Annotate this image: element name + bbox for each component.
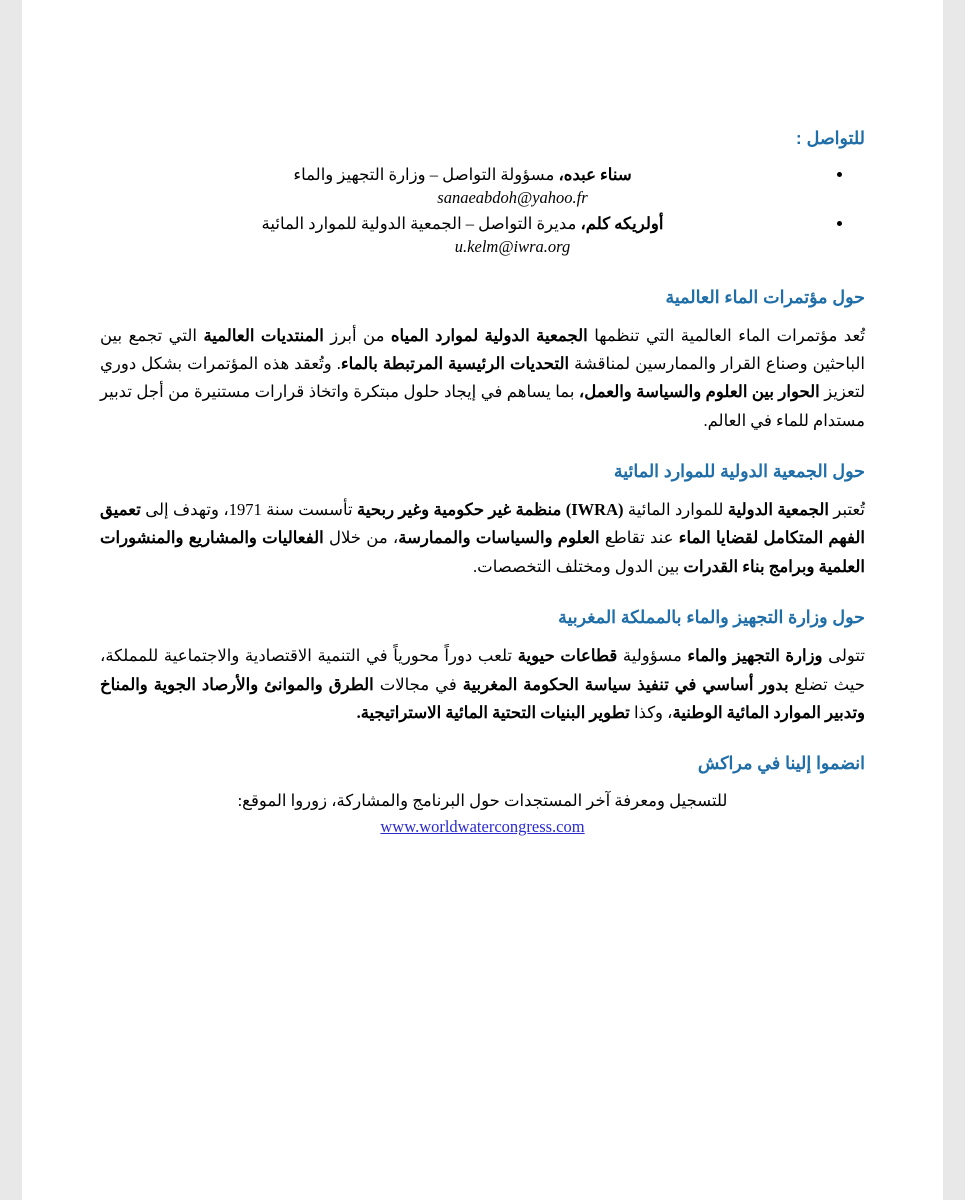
section-heading-world-water-congresses: حول مؤتمرات الماء العالمية: [665, 286, 865, 307]
section-paragraph-iwra: تُعتبر الجمعية الدولية للموارد المائية (IWRA) منظمة غير حكومية وغير ربحية تأسست سنة 1971، وتهدف إلى تعميق الفهم المتكامل لقضايا الماء عند تقاطع العلوم والسياسات والممارسة، من خلال الفعاليات والمشاريع والمنشورات العلمية وبرامج بناء القدرات بين الدول ومختلف التخصصات.: [100, 500, 865, 576]
contact-heading: للتواصل :: [795, 128, 865, 148]
page-margin-left: [0, 0, 22, 1200]
section-paragraph-world-water-congresses: تُعد مؤتمرات الماء العالمية التي تنظمها الجمعية الدولية لموارد المياه من أبرز المنتديات العالمية التي تجمع بين الباحثين وصناع القرار والممارسين لمناقشة التحديات الرئيسية المرتبطة بالماء. وتُعقد هذه المؤتمرات بشكل دوري لتعزيز الحوار بين العلوم والسياسة والعمل، بما يساهم في إيجاد حلول مبتكرة واتخاذ قرارات مستنيرة من أجل تدبير مستدام للماء في العالم.: [100, 325, 866, 430]
contact-name: سناء عبده،: [558, 165, 632, 184]
document-content: [100, 128, 865, 837]
contact-list-2: [100, 212, 865, 237]
contact-email[interactable]: sanaeabdoh@yahoo.fr: [437, 187, 588, 207]
contact-role: مديرة التواصل – الجمعية الدولية للموارد المائية: [261, 213, 581, 233]
join-note: للتسجيل ومعرفة آخر المستجدات حول البرنامج والمشاركة، زوروا الموقع:: [237, 791, 728, 811]
contact-email[interactable]: u.kelm@iwra.org: [454, 236, 571, 256]
contact-role: مسؤولة التواصل – وزارة التجهيز والماء: [293, 165, 559, 184]
congress-website-link[interactable]: www.worldwatercongress.com: [380, 816, 585, 836]
page-margin-right: [943, 0, 965, 1200]
document-page: [22, 0, 943, 1200]
section-paragraph-ministry: تتولى وزارة التجهيز والماء مسؤولية قطاعات حيوية تلعب دوراً محورياً في التنمية الاقتصادية والاجتماعية للمملكة، حيث تضلع بدور أساسي في تنفيذ سياسة الحكومة المغربية في مجالات الطرق والموانئ والأرصاد الجوية والمناخ وتدبير الموارد المائية الوطنية، وكذا تطوير البنيات التحتية المائية الاستراتيجية.: [100, 646, 865, 722]
section-heading-join-us: انضموا إلينا في مراكش: [697, 753, 865, 774]
list-item: [100, 163, 825, 188]
section-heading-ministry: حول وزارة التجهيز والماء بالمملكة المغربية: [558, 607, 865, 628]
list-item: [100, 212, 825, 237]
section-heading-iwra: حول الجمعية الدولية للموارد المائية: [613, 461, 865, 481]
contact-name: أولريكه كلم،: [580, 213, 664, 233]
contact-list: [100, 163, 865, 188]
